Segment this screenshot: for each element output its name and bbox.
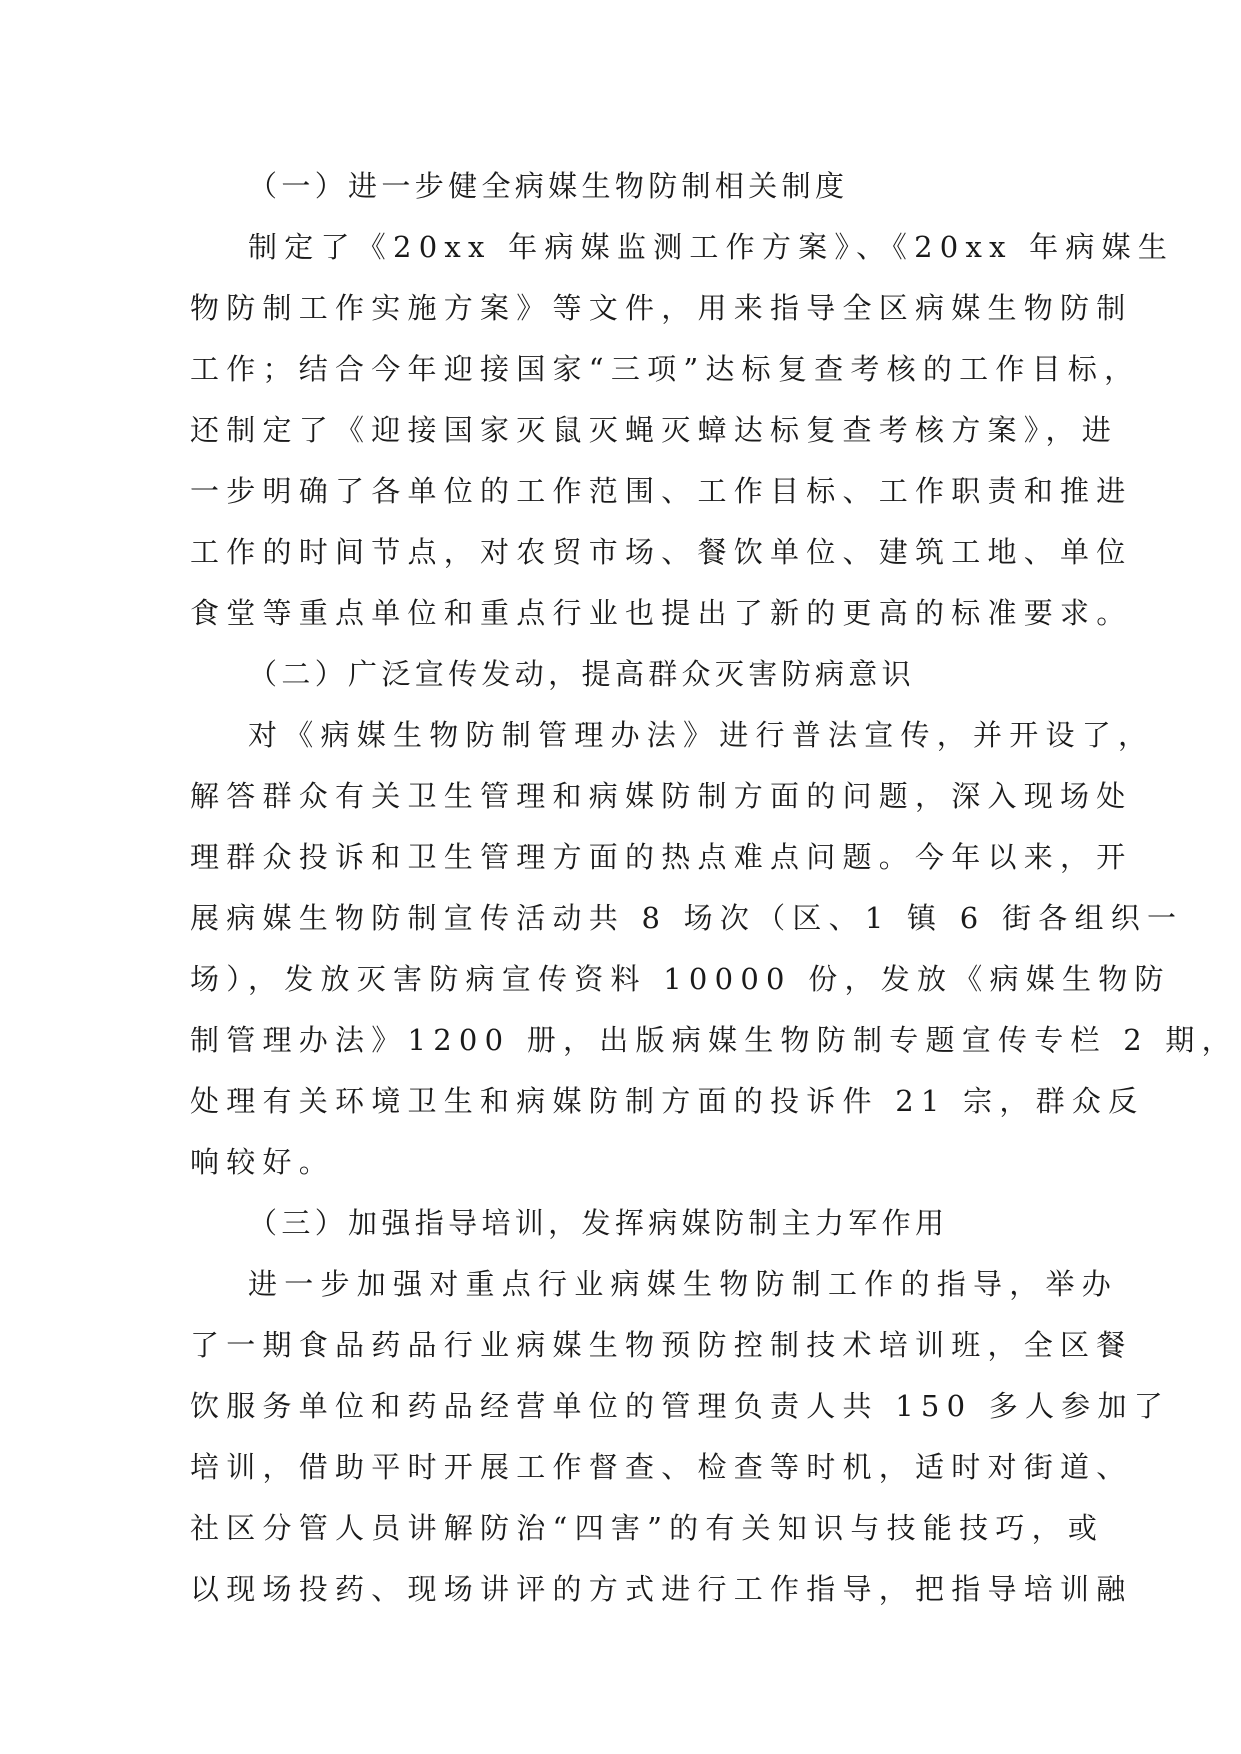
paragraph-line: 饮服务单位和药品经营单位的管理负责人共 150 多人参加了 — [190, 1389, 1171, 1423]
section-heading: （一）进一步健全病媒生物防制相关制度 — [248, 169, 849, 203]
paragraph-line: 解答群众有关卫生管理和病媒防制方面的问题，深入现场处 — [190, 779, 1133, 813]
paragraph-line: 培训，借助平时开展工作督查、检查等时机，适时对街道、 — [190, 1450, 1133, 1484]
section-3-paragraph — [190, 1254, 1171, 1620]
section-heading: （三）加强指导培训，发挥病媒防制主力军作用 — [248, 1206, 949, 1240]
paragraph-line: 展病媒生物防制宣传活动共 8 场次（区、1 镇 6 街各组织一 — [190, 901, 1184, 935]
paragraph-line: 理群众投诉和卫生管理方面的热点难点问题。今年以来，开 — [190, 840, 1133, 874]
section-3 — [190, 1193, 1070, 1254]
paragraph-line: 场），发放灭害防病宣传资料 10000 份，发放《病媒生物防 — [190, 962, 1171, 996]
paragraph-line: 进一步加强对重点行业病媒生物防制工作的指导，举办 — [248, 1267, 1119, 1301]
paragraph-line: 响较好。 — [190, 1145, 336, 1179]
paragraph-line: 了一期食品药品行业病媒生物预防控制技术培训班，全区餐 — [190, 1328, 1133, 1362]
section-2-paragraph — [190, 705, 1238, 1193]
paragraph-line: 社区分管人员讲解防治“四害”的有关知识与技能技巧，或 — [190, 1511, 1105, 1545]
paragraph-line: 一步明确了各单位的工作范围、工作目标、工作职责和推进 — [190, 474, 1133, 508]
paragraph-line: 处理有关环境卫生和病媒防制方面的投诉件 21 宗，群众反 — [190, 1084, 1145, 1118]
paragraph-line: 对《病媒生物防制管理办法》进行普法宣传，并开设了， — [248, 718, 1155, 752]
document-body — [190, 156, 1238, 1620]
section-1 — [190, 156, 1070, 217]
paragraph-line: 还制定了《迎接国家灭鼠灭蝇灭蟑达标复查考核方案》，进 — [190, 413, 1119, 447]
paragraph-line: 食堂等重点单位和重点行业也提出了新的更高的标准要求。 — [190, 596, 1133, 630]
paragraph-line: 以现场投药、现场讲评的方式进行工作指导，把指导培训融 — [190, 1572, 1133, 1606]
paragraph-line: 制管理办法》1200 册，出版病媒生物防制专题宣传专栏 2 期， — [190, 1023, 1238, 1057]
paragraph-line: 工作；结合今年迎接国家“三项”达标复查考核的工作目标， — [190, 352, 1141, 386]
paragraph-line: 制定了《20xx 年病媒监测工作方案》、《20xx 年病媒生 — [248, 230, 1175, 264]
paragraph-line: 工作的时间节点，对农贸市场、餐饮单位、建筑工地、单位 — [190, 535, 1133, 569]
section-2 — [190, 644, 1070, 705]
section-heading: （二）广泛宣传发动，提高群众灭害防病意识 — [248, 657, 916, 691]
paragraph-line: 物防制工作实施方案》等文件，用来指导全区病媒生物防制 — [190, 291, 1133, 325]
section-1-paragraph — [190, 217, 1175, 644]
